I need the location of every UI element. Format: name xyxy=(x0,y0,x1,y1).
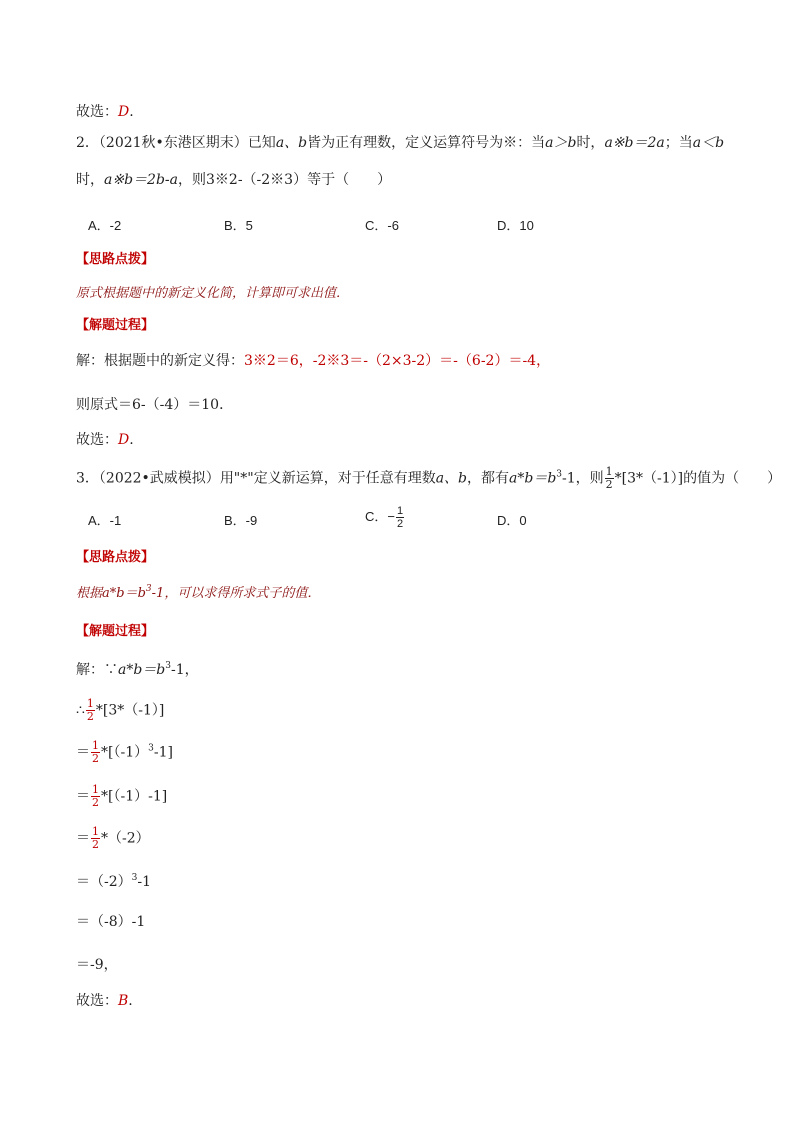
q3-hint-text: 根据$a*b=b^3-1$，可以求得所求式子的值． xyxy=(76,584,321,601)
q3-step-0: 解：$\because a*b=b^3-1$， xyxy=(76,661,199,678)
fraction-half: $\frac{1}{2}$ xyxy=(86,697,94,723)
q2-option-d: D．10 xyxy=(497,218,534,233)
q2-solution-line2: 则原式＝6-（-4）＝10． xyxy=(76,397,234,413)
q3-heading-hint: 【思路点拨】 xyxy=(76,550,155,565)
fraction-half: $\frac{1}{2}$ xyxy=(396,505,404,530)
q3-heading-solution: 【解题过程】 xyxy=(76,624,155,639)
fraction-half: $\frac{1}{2}$ xyxy=(605,465,613,491)
q3-stem: 3．（2022•武威模拟）用"*"定义新运算，对于任意有理数a、b，都有$a*b=b^3-1$，则 $\frac{1}{2}$ *[3*（-1）]的值为（ ） xyxy=(76,465,782,491)
answer-q3: 故选：B. xyxy=(76,993,133,1009)
q3-step-1: ∴ $\frac{1}{2}$ *[3*（-1）] xyxy=(76,697,165,723)
q2-heading-hint: 【思路点拨】 xyxy=(76,252,155,267)
q3-option-d: D．0 xyxy=(497,513,527,528)
fraction-half: $\frac{1}{2}$ xyxy=(92,783,99,809)
q2-hint-text: 原式根据题中的新定义化简，计算即可求出值． xyxy=(76,286,350,301)
q2-heading-solution: 【解题过程】 xyxy=(76,318,155,333)
q2-solution-line1: 解：根据题中的新定义得：3※2＝6，-2※3＝-（2×3-2）＝-（6-2）＝-4， xyxy=(76,353,551,369)
answer-q1: 故选：D. xyxy=(76,104,134,120)
q2-option-c: C．-6 xyxy=(365,218,399,233)
q3-step-4: ＝ $\frac{1}{2}$ *（-2） xyxy=(76,825,150,851)
answer-q2: 故选：D. xyxy=(76,432,134,448)
q3-option-c: C．− $\frac{1}{2}$ xyxy=(365,505,404,530)
q2-stem-line2: 时，a※b＝2b-a，则3※2-（-2※3）等于（ ） xyxy=(76,172,392,188)
q2-stem-line1: 2．（2021秋•东港区期末）已知a、b皆为正有理数，定义运算符号为※：当a＞b时，a※b＝2a；当a＜b xyxy=(76,135,725,151)
q3-step-5: $=(-2)^3-1$ xyxy=(76,873,152,890)
q3-step-7: ＝-9， xyxy=(76,957,118,973)
q3-step-3: ＝ $\frac{1}{2}$ *[（-1）-1] xyxy=(76,783,168,809)
q3-option-b: B．-9 xyxy=(224,513,258,528)
fraction-half: $\frac{1}{2}$ xyxy=(92,739,99,765)
q2-option-a: A．-2 xyxy=(88,218,122,233)
q3-step-6: ＝（-8）-1 xyxy=(76,914,146,930)
q3-option-a: A．-1 xyxy=(88,513,122,528)
q3-step-2: ＝ $\frac{1}{2}$ $*[(-1)^3-1]$ xyxy=(76,739,173,765)
q2-option-b: B．5 xyxy=(224,218,253,233)
fraction-half: $\frac{1}{2}$ xyxy=(92,825,99,851)
